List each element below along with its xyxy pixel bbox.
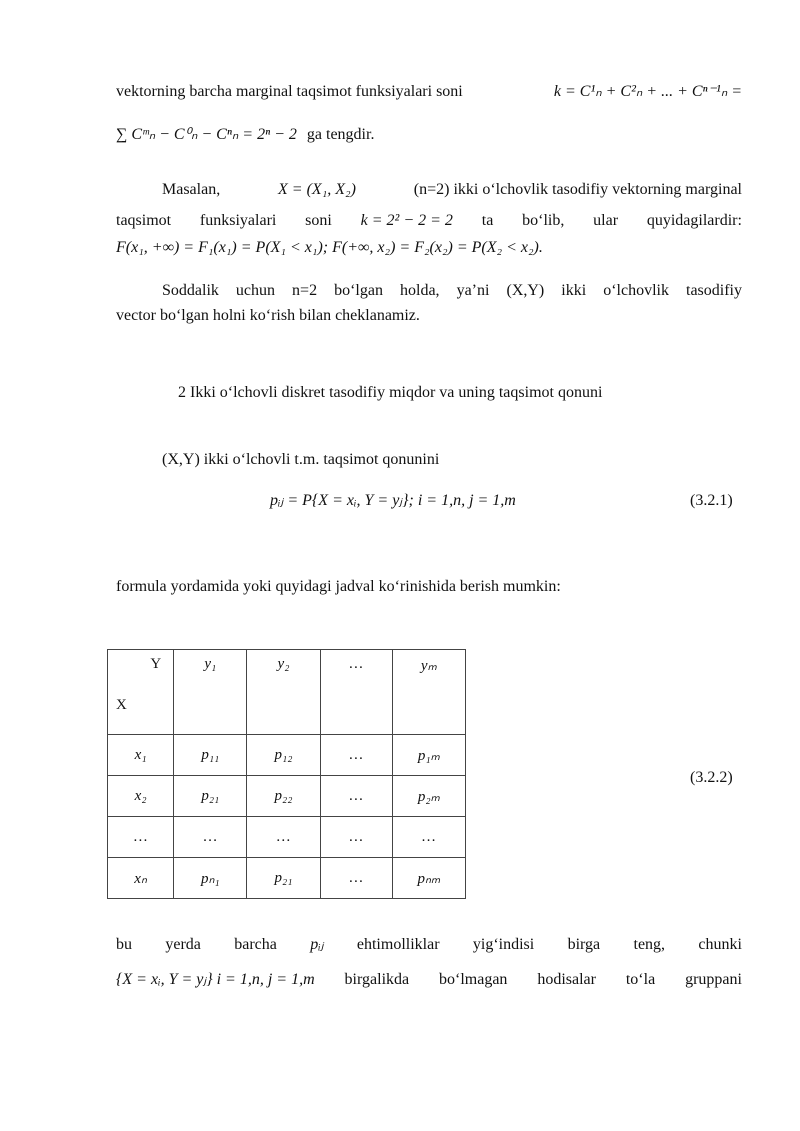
para6-word: ehtimolliklar [356, 936, 440, 953]
para2-line2 [116, 211, 742, 231]
header-cell: … [320, 650, 392, 735]
table-cell: … [320, 735, 392, 776]
para3-line2: vector bo‘lgan holni ko‘rish bilan cheklanamiz. [116, 307, 420, 324]
para1-formula-k: k = C¹ₙ + C²ₙ + ... + Cⁿ⁻¹ₙ = [553, 83, 742, 100]
table-cell: x₁ [108, 735, 174, 776]
para4-formula: pᵢⱼ = P{X = xᵢ, Y = yⱼ}; i = 1,n, j = 1,m [270, 492, 516, 509]
para6-word: birgalikda [344, 971, 410, 988]
para6-word: to‘la [625, 971, 656, 988]
table-cell: p₂₁ [174, 776, 247, 817]
header-cell: y₂ [247, 650, 320, 735]
corner-x-label: X [116, 697, 127, 713]
para2-w6: ular [593, 212, 619, 229]
para1-line1 [116, 82, 742, 102]
para6-word: teng, [633, 936, 666, 953]
para6-word: chunki [698, 936, 742, 953]
para6-word: birga [567, 936, 601, 953]
table-corner-cell [108, 650, 174, 735]
para5: formula yordamida yoki quyidagi jadval ko‘rinishida berish mumkin: [116, 578, 561, 595]
table-cell: p₂₁ [247, 858, 320, 899]
para6-word: hodisalar [537, 971, 596, 988]
para6-word: yerda [165, 936, 201, 953]
table-row [108, 817, 466, 858]
table-cell: x₂ [108, 776, 174, 817]
para1-text-b: ga tengdir. [306, 126, 375, 143]
table-row [108, 776, 466, 817]
table-cell: … [174, 817, 247, 858]
para2-w5: bo‘lib, [522, 212, 565, 229]
para2-w4: ta [481, 212, 494, 229]
para4-line1: (X,Y) ikki o‘lchovli t.m. taqsimot qonunini [162, 451, 440, 468]
table-cell: … [247, 817, 320, 858]
para1-text-a: vektorning barcha marginal taqsimot funksiyalari soni [116, 83, 463, 100]
para6-word: bo‘lmagan [439, 971, 508, 988]
table-cell: p₁₁ [174, 735, 247, 776]
para2-w2: funksiyalari [199, 212, 277, 229]
para2-w7: quyidagilardir: [646, 212, 742, 229]
table-cell: … [108, 817, 174, 858]
para2-formula-x: X = (X₁, X₂) [278, 181, 356, 198]
para2-w1: taqsimot [116, 212, 172, 229]
table-cell: … [320, 817, 392, 858]
table-row [108, 858, 466, 899]
para2-line1 [162, 180, 742, 200]
para1-line2 [116, 125, 374, 145]
corner-y-label: Y [150, 656, 162, 672]
table-cell: p₁₂ [247, 735, 320, 776]
table-cell: … [392, 817, 465, 858]
eq-number-3-2-1: (3.2.1) [690, 492, 733, 509]
para2-formula-f: F(x₁, +∞) = F₁(x₁) = P(X₁ < x₁); F(+∞, x₂) = F₂(x₂) = P(X₂ < x₂). [116, 239, 543, 256]
eq-number-3-2-2: (3.2.2) [690, 769, 733, 786]
section-heading: 2 Ikki o‘lchovli diskret tasodifiy miqdor va uning taqsimot qonuni [178, 384, 603, 401]
table-cell: … [320, 776, 392, 817]
table-cell: p₂₂ [247, 776, 320, 817]
header-cell: yₘ [392, 650, 465, 735]
para6-word: gruppani [685, 971, 742, 988]
para1-formula-sum: ∑ Cᵐₙ − C⁰ₙ − Cⁿₙ = 2ⁿ − 2 [116, 126, 297, 143]
para6-word: yig‘indisi [472, 936, 535, 953]
table-cell: xₙ [108, 858, 174, 899]
table-cell: pₙₘ [392, 858, 465, 899]
para6-line2 [116, 970, 742, 990]
table-cell: pₙ₁ [174, 858, 247, 899]
para6-word: pᵢⱼ [310, 936, 324, 953]
table-cell: p₂ₘ [392, 776, 465, 817]
para2-formula-k: k = 2² − 2 = 2 [360, 212, 453, 229]
table-row [108, 735, 466, 776]
para2-lead: Masalan, [162, 181, 221, 198]
para6-line1 [116, 935, 742, 955]
para6-formula: {X = xᵢ, Y = yⱼ} i = 1,n, j = 1,m [116, 971, 315, 988]
para2-w3: soni [305, 212, 332, 229]
header-cell: y₁ [174, 650, 247, 735]
distribution-table [107, 649, 466, 899]
table-header-row [108, 650, 466, 735]
para2-n-part: (n=2) ikki o‘lchovlik tasodifiy vektorning marginal [413, 181, 742, 198]
para6-word: barcha [234, 936, 277, 953]
para3-line1: Soddalik uchun n=2 bo‘lgan holda, ya’ni (X,Y) ikki o‘lchovlik tasodifiy [162, 282, 742, 299]
para6-word: bu [116, 936, 132, 953]
table-cell: … [320, 858, 392, 899]
table-cell: p₁ₘ [392, 735, 465, 776]
